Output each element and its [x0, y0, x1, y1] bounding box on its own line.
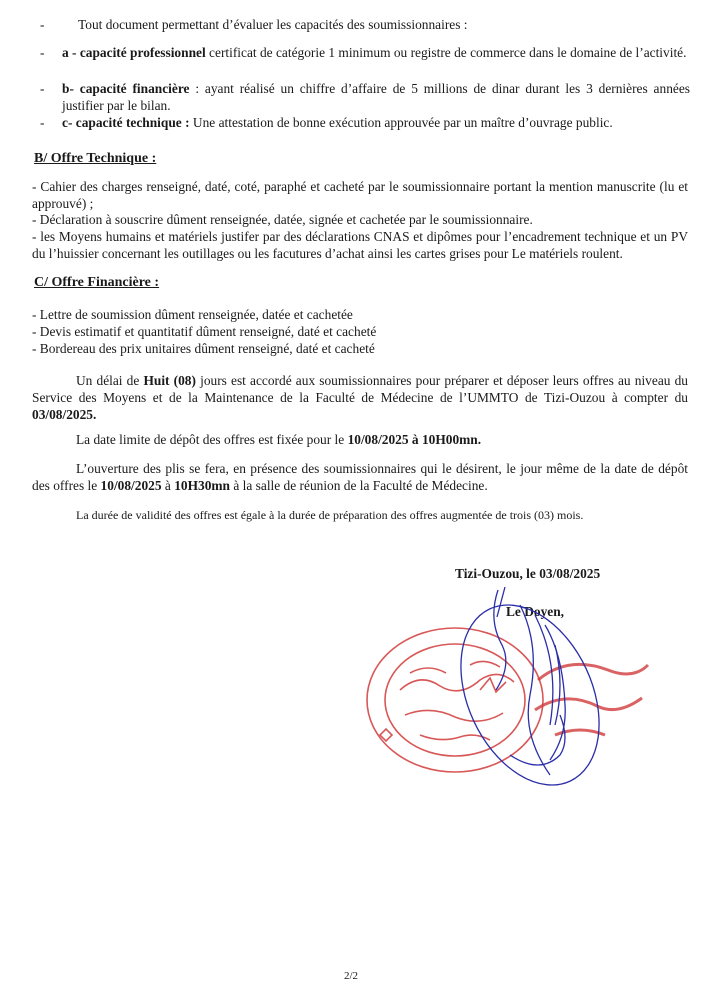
financiere-line-3: - Bordereau des prix unitaires dûment renseigné, daté et cacheté: [32, 341, 375, 356]
page-number: 2/2: [344, 970, 359, 982]
capacity-text-b: : ayant réalisé un chiffre d’affaire de 5 millions de dinar durant les 3 dernières années justifier par le bilan.: [62, 81, 690, 113]
technique-line-1: - Cahier des charges renseigné, daté, coté, paraphé et cacheté par le soumissionnaire portant la mention manuscrite (lu et approuvé) ;: [32, 179, 688, 211]
signature-title: Le Doyen,: [506, 604, 565, 619]
date-limite-value: 10/08/2025 à 10H00mn.: [347, 432, 482, 447]
bullet-dash: -: [40, 115, 45, 130]
ouverture-time: 10H30mn: [174, 478, 231, 493]
technique-line-3: - les Moyens humains et matériels justifer par des déclarations CNAS et dipômes pour l’encadrement technique et un PV du l’huissier concernant les outillages ou les facutures d’achat ainsi les cartes grises pour Le matériels roulent.: [32, 229, 688, 261]
technique-line-2: - Déclaration à souscrire dûment renseignée, datée, signée et cachetée par le soumissionnaire.: [32, 212, 533, 227]
bullet-dash: -: [40, 17, 45, 32]
capacities-intro: Tout document permettant d’évaluer les capacités des soumissionnaires :: [78, 17, 468, 32]
capacity-text-c: Une attestation de bonne exécution approuvée par un maître d’ouvrage public.: [189, 115, 613, 130]
ouverture-paragraph: [32, 460, 688, 494]
ouverture-text-2: à: [161, 478, 175, 493]
bullet-dash: -: [40, 45, 45, 60]
capacity-label-c: c- capacité technique :: [62, 115, 190, 130]
official-stamp-icon: [360, 585, 660, 805]
capacity-label-b: b- capacité financière: [62, 81, 190, 96]
signature-place-date: Tizi-Ouzou, le 03/08/2025: [455, 566, 601, 581]
delai-duration: Huit (08): [143, 373, 196, 388]
ouverture-date: 10/08/2025: [100, 478, 162, 493]
capacity-item-c: [62, 114, 690, 131]
section-title-financiere: C/ Offre Financière :: [34, 275, 160, 290]
bullet-dash: -: [40, 81, 45, 96]
delai-text-1: Un délai de: [76, 373, 144, 388]
capacity-item-a: [62, 44, 690, 61]
date-limite-paragraph: [32, 431, 688, 448]
ouverture-text-1: L’ouverture des plis se fera, en présence des soumissionnaires qui le désirent, le jour même de la date de dépôt des offres le: [32, 461, 688, 493]
delai-start-date: 03/08/2025.: [32, 407, 97, 422]
capacity-label-a: a - capacité professionnel: [62, 45, 206, 60]
delai-text-2: jours est accordé aux soumissionnaires pour préparer et déposer leurs offres au niveau du Service des Moyens et de la Maintenance de la Faculté de Médecine de l’UMMTO de Tizi-Ouzou à compter du: [32, 373, 688, 405]
capacity-text-a: certificat de catégorie 1 minimum ou registre de commerce dans le domaine de l’activité.: [205, 45, 687, 60]
financiere-line-2: - Devis estimatif et quantitatif dûment renseigné, daté et cacheté: [32, 324, 377, 339]
date-limite-text: La date limite de dépôt des offres est fixée pour le: [76, 432, 348, 447]
capacity-item-b: [62, 80, 690, 114]
ouverture-text-3: à la salle de réunion de la Faculté de Médecine.: [230, 478, 488, 493]
validite-paragraph: La durée de validité des offres est égale à la durée de préparation des offres augmentée de trois (03) mois.: [76, 508, 584, 522]
section-title-technique: B/ Offre Technique :: [34, 151, 157, 166]
delai-paragraph: [32, 372, 688, 423]
financiere-line-1: - Lettre de soumission dûment renseignée, datée et cachetée: [32, 307, 353, 322]
